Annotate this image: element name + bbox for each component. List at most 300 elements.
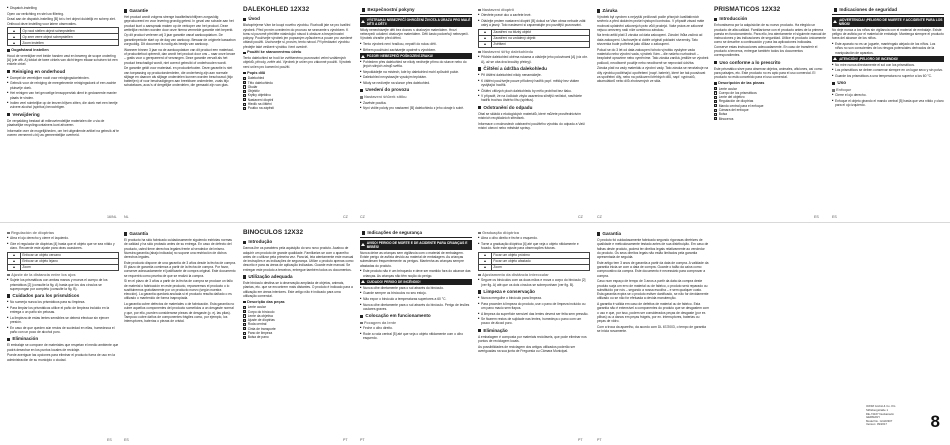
warning-triangle-icon: [833, 20, 837, 23]
bullet-item: ■ V případě, že na čočkách zbyla usazenina silnější nečistot, navlhčete hadřík trochou čistého lihu (spiritus).: [478, 94, 590, 103]
subsection-heading: [478, 273, 590, 278]
subheading-bullet-icon: [714, 82, 717, 85]
page-column: [597, 229, 709, 433]
symbol-label: Zaostření na vzdálený objekt: [492, 35, 590, 41]
subsection-heading-text: Descrição das peças: [247, 299, 285, 304]
bullet-list: [478, 13, 590, 17]
part-number: 2: [244, 310, 246, 314]
heading-bullet-icon: [124, 9, 127, 12]
part-name: Pano de limpeza: [247, 330, 273, 335]
paragraph: Puede averiguar las opciones para eliminar el producto fuera de uso en la administración de su municipio o ciudad.: [7, 353, 115, 362]
subsection-heading-text: Graduação dióptrica: [482, 230, 520, 235]
page-number-footer: PT: [343, 438, 348, 443]
paragraph: Com a troca da aparelho, da acordo com DL 67/2003, o tempo de garantia se inicia novamente.: [597, 324, 706, 334]
bullet-item: ■ Para limpiar los prismáticos utilice el paño de limpieza incluido en la entrega o un paño sin pelusas.: [7, 306, 119, 315]
symbol-table: [7, 252, 119, 271]
section-heading-text: Uso: [837, 80, 847, 86]
page-number-footer: CZ: [360, 215, 365, 220]
warning-text: POZOR! NEBEZPEČÍ POŠKOZENÍ ZRAKU!: [366, 53, 434, 58]
section-heading-text: Reiniging en onderhoud: [12, 68, 66, 74]
page-number-footer: NL: [124, 215, 129, 220]
bullet-list: [478, 302, 590, 311]
bullet-item: ■ Nunca olhe diretamente para o sol através do binóculo.: [360, 286, 472, 290]
back-city: DE-74167 Neckarsulm: [866, 411, 895, 416]
bullet-list: [360, 303, 472, 312]
symbol-table: [478, 29, 590, 48]
page-column: [243, 6, 355, 210]
heading-bullet-icon: [714, 61, 717, 64]
section-heading: [7, 293, 119, 299]
paragraph: Tento dalekohled se hodí ke zvětšenému pozorování velmi vzdálených objektů, přírody, zvěře atd. Výrobek je určen pro zákonné použití. Výrobek není určen pro komerční použití.: [243, 56, 352, 69]
page-column: [478, 229, 590, 433]
heading-bullet-icon: [360, 89, 363, 92]
subsection-heading-text: Ajustamento da distância interocular: [482, 272, 549, 277]
product-title: BINÓCULOS 12X32: [243, 229, 304, 236]
part-number: 3: [244, 85, 246, 89]
subsection-heading-text: Nastavení šířky dalekohledu: [482, 49, 534, 54]
paragraph: Este producto dispone de una garantía de 3 años desde la fecha de compra. El plazo de garantía comienza a partir de la fecha de compra. Por favor, conserve adecuadamente el justificante de compra original. Este documento se requerirá como prueba de que se realizó la compra.: [124, 260, 236, 278]
heading-bullet-icon: [124, 232, 127, 235]
bullet-item: ■ No mire nunca directamente el sol con los prismáticos.: [832, 63, 944, 67]
symbol-label: Enfocar un objeto cercano: [21, 252, 119, 258]
subsection-heading: [478, 8, 590, 13]
bullet-item: ■ K čištění používejte pouze přiložený hadřík popř. měkký bez vláken vystýlající hadřík.: [478, 79, 590, 88]
bullet-item: ■ Přidrže dalekohled oběma rukama a otáčejte jeho polovinami [A] (viz obr. A), až se oba dva kroužky překryjí.: [478, 55, 590, 64]
section-heading: [832, 6, 944, 15]
section-heading: [7, 336, 119, 342]
bullet-item: ■ Indien veel ruimtelijke op de lenzen blijven zitten, die doek met een beetje zuivere alcohol (spiritus) bevochtigen.: [7, 101, 119, 110]
part-name: Cuerpo de los prismáticos: [718, 90, 757, 95]
part-name: Lente ocular: [247, 305, 266, 310]
heading-bullet-icon: [360, 315, 363, 318]
paragraph: A garantia é válida em caso de defeitos de material ou de fabrico. Esta garantia não é extensível a componentes do produto que se desgastem com o uso e que, por isso, podem ser considerados peças de desgaste (por ex. pilhas) ou a danos em peças frágeis, por ex. interruptores, baterias ou peças de vidro.: [597, 302, 709, 324]
section-heading-text: Cuidados para los prismáticos: [12, 293, 80, 299]
paragraph: Caso num espaço de tempo de 3 anos a partir da data da compra deste produto surja um erro de material ou de fabrico, o produto será reparado ou substituído por nós – segundo a nossa escolha – e sem qualquer custo. Esta garantia expira se o produto estiver danificado, se não for devidamente utilizado ou se não for efetuada a devida manutenção.: [597, 279, 709, 301]
section-heading-text: Verwijdering: [12, 111, 40, 117]
part-name: Cinta de transporte: [247, 326, 276, 331]
section-heading-text: Indicações de segurança: [367, 230, 423, 235]
paragraph: Obal se skládá z ekologických materiálů, které můžete prostřednictvím místních recyklačních středisek.: [478, 111, 581, 120]
paragraph: Este prismático sirve para observar objetos, animales, aficiones, así como para paisajes, etc. Este producto no es apto para el uso comercial. El producto no está concebido para el uso comercial.: [714, 66, 823, 80]
warning-triangle-icon: [361, 243, 365, 246]
warning-triangle-icon: [361, 280, 365, 283]
warning-banner: [360, 53, 472, 58]
focus-symbol-icon: [13, 266, 15, 268]
part-name: Ajuste de dioptrias: [247, 318, 275, 323]
section-heading: [832, 80, 944, 86]
bullet-list: [478, 89, 590, 93]
focus-symbol-icon: [13, 42, 15, 44]
symbol-label: Zoom instellen: [21, 40, 119, 46]
subsection-heading: [7, 273, 119, 278]
part-name: Hledik na čištění: [247, 101, 272, 106]
bullet-list: [478, 19, 590, 28]
paragraph: Nikdy nenechávejte děti bez dozoru s obalovým materiálem. Hrozí nebezpečí udušení obalovým materiálem. Děti často podceňují nebezpečí. Výrobek chraňte před dětmi.: [360, 27, 469, 41]
heading-bullet-icon: [597, 9, 600, 12]
bullet-item: ■ Segure os binóculos com as duas mãos e mova o corpo do binóculo [2] (ver fig. A) até que os dois círculos se sobreponham (ver fig. B).: [478, 278, 590, 287]
heading-bullet-icon: [834, 8, 837, 11]
symbol-label: Zoom: [492, 264, 590, 270]
heading-bullet-icon: [597, 232, 600, 235]
part-name: Lente del objetivo: [718, 95, 745, 100]
warning-text: ¡ATENCIÓN! ¡PELIGRO DE INCENDIO!: [838, 56, 899, 61]
page-column: [360, 229, 472, 433]
section-heading-text: Uso conforme a lo prescrito: [719, 59, 781, 65]
bullet-list: [360, 70, 472, 74]
subheading-bullet-icon: [243, 52, 246, 55]
subsection-heading-text: Použití ke stanovenému účelu: [247, 50, 302, 55]
warning-banner: [360, 17, 472, 27]
symbol-label: Op zeer verre object scherpstellen: [21, 34, 119, 40]
page-column: [360, 6, 472, 210]
section-heading: [7, 112, 119, 118]
bullet-item: ■ Při čištění dalekohled nikdy nenamáčejte.: [478, 73, 590, 77]
bullet-list: [360, 101, 472, 105]
symbol-row: [479, 264, 590, 270]
bullet-list: [7, 101, 119, 110]
bullet-item: ■ Enfoque el objeto girando el mando central [5] hasta que vea nítido y claro para el ojo izquierdo.: [832, 99, 944, 108]
section-heading: [478, 328, 590, 334]
paragraph: Nunca deixe as crianças sem vigilância com o material de embalagem. Existe perigo de asfixia devido ao material de embalagem. As crianças subestimam frequentemente os perigos. Mantenha as crianças sempre afastadas do produto.: [360, 250, 464, 268]
bullet-item: ■ Para proceder à limpeza do produto, use o pano de limpeza incluído ou um pano macio sem fiapos.: [478, 302, 590, 311]
bullet-list: [478, 317, 590, 326]
subsection-heading: [243, 50, 355, 55]
page-number-footer: CZ: [343, 215, 348, 220]
symbol-table: [7, 27, 119, 46]
bullet-item: ■ Nunca olhe diretamente para o sol através do binóculo. Perigo de lesões oculares graves.: [360, 303, 472, 312]
section-heading-text: Uvedení do provozu: [365, 87, 410, 93]
subsection-heading: [243, 300, 355, 305]
bullet-item: ■ Během používání zacházejte opatrně s výrobkem.: [360, 48, 472, 52]
part-number: 7: [244, 102, 246, 106]
bullet-item: ■ Het reinigen van het gevoelige lensoppervlak dient in gedoseerde manier plaats te vinden.: [7, 91, 119, 100]
page-column: [832, 6, 944, 210]
section-heading-text: Introducción: [719, 16, 748, 22]
heading-bullet-icon: [362, 8, 365, 11]
part-number: 3: [244, 314, 246, 318]
bullet-item: ■ Otevřete pravé oko a zavřete levé.: [478, 13, 590, 17]
symbol-label: Zaostření na blízký objekt: [492, 29, 590, 35]
bullet-list: [832, 63, 944, 67]
subheading-bullet-icon: [243, 301, 246, 304]
subsection-heading-text: Oogafstand instellen: [11, 48, 49, 53]
focus-symbol-icon: [484, 37, 486, 39]
subsection-heading-text: Nastavení šňůrek sitiku: [364, 94, 407, 99]
section-heading: [360, 229, 472, 238]
page-number-footer: PT: [360, 438, 365, 443]
page-number-footer: ES: [832, 215, 837, 220]
subheading-bullet-icon: [7, 232, 10, 235]
focus-symbol-icon: [484, 43, 486, 45]
bullet-list: [7, 242, 119, 251]
warning-text: VÝSTRAHA! NEBEZPEČÍ OHROŽENÍ ŽIVOTA A ÚRAZU PRO MALÉ DĚTI A DĚTI!: [366, 17, 471, 26]
subheading-bullet-icon: [832, 89, 835, 92]
section-heading-text: Čištění a údržba dalekohledu: [483, 65, 547, 71]
subsection-heading: [478, 231, 590, 236]
bullet-item: ■ Zavěste poutka.: [360, 101, 472, 105]
bullet-list: [360, 42, 472, 46]
bullet-list: [7, 91, 119, 100]
subsection-heading: [832, 88, 944, 93]
paragraph: Este binóculo destina-se à observação ampliada de objetos, animais, plantas, etc. que se encontrem mais distantes. O produto é indicado para a utilização em áreas interiores. Este artigo não é indicado para uma utilização comercial.: [243, 280, 353, 298]
symbol-label: Focar um objeto próximo: [492, 252, 590, 258]
bullet-item: ■ Los prismáticos se deben conservar siempre en un lugar seco y sin polvo.: [832, 68, 944, 72]
heading-bullet-icon: [7, 113, 10, 116]
back-street: Stiftsbergstraße 1: [866, 407, 889, 412]
bullet-list: [478, 242, 590, 251]
section-heading: [124, 231, 236, 237]
section-heading: [243, 274, 355, 280]
part-name: Lente ocular: [718, 86, 737, 91]
section-heading: [597, 8, 709, 14]
subsection-heading-text: Enfoque: [836, 87, 852, 92]
subheading-bullet-icon: [7, 274, 10, 277]
part-number: 8: [244, 106, 246, 110]
parts-list: [243, 305, 355, 339]
part-name: Corpo do binóculo: [247, 309, 275, 314]
section-heading: [597, 231, 709, 237]
page-column: [124, 6, 236, 210]
symbol-label: Zvětšení: [492, 41, 590, 47]
subsection-heading-text: Nastavení dioptrií: [482, 7, 514, 12]
paragraph: Výrobek byl vyroben s nejvyšší pečlivostí podle přísných kvalitativních směrnic a před dodáním prošel výstupní kontrolou. V případě závad máte možnost uplatnění zákonných práv vůči prodejci. Vaše práva ze zákonné nejsou omezeny naší níže uvedenou zárukou.: [597, 14, 705, 32]
bullet-list: [7, 316, 119, 325]
bullet-item: ■ Abra o olho direito e feche o esquerdo.: [478, 236, 590, 240]
paragraph: Houd de verrekijker met beide handen vast en beweeg de scope onderling [A] (zie afb. A) totdat de twee cirkels van dicht tegen elkaar schuiven tot een enkele cirkel.: [7, 53, 118, 67]
bullet-item: ■ Rode a roda central [5] até que veja o objeto nitidamente com o olho esquerdo.: [360, 332, 472, 341]
paragraph: Záruka platí na vady materiálu a výrobní vady. Tato záruka se nevztahuje na díly výrobku podléhající opotřebení (např. baterie), které lze tak považovat za spotřební díly, nebo na poškození křehkých dílů, např. vypínačů, akumulátorů nebo dílů zhotovených ze skla.: [597, 66, 709, 84]
bullet-list: [832, 93, 944, 97]
parts-list: [243, 76, 355, 110]
section-heading-text: Záruka: [602, 8, 618, 13]
part-number: 7: [715, 112, 717, 116]
heading-bullet-icon: [714, 18, 717, 21]
back-version: Version: 09/2017: [866, 422, 887, 427]
section-heading: [478, 105, 590, 111]
bullet-list: [360, 60, 472, 69]
parts-item: [714, 117, 826, 121]
bullet-item: ■ Este produto não é um brinquedo e deve ser mantido fora do alcance das crianças. As crianças não têm noção do perigo.: [360, 269, 472, 278]
part-name: Bolsa: [718, 112, 727, 117]
focus-symbol-icon: [13, 36, 15, 38]
back-model: Model No.: HG03307: [866, 418, 893, 423]
bullet-list: [478, 278, 590, 287]
bullet-item: ■ Dispatch-instelling: [7, 6, 119, 10]
bullet-item: ■ Cierre el ojo derecho.: [832, 93, 944, 97]
bottom-sheet: [0, 223, 950, 445]
paragraph: Het product wordt volgens strenge kwaliteitsrichtlijnen zorgvuldig geproduceerd en voor levering grondig getest. In geval van schade aan het product kunt u aanspraak maken op de verkoper van het product. Deze wettelijke rechten worden door onze hierna vermelde garantie niet beperkt.: [124, 14, 234, 32]
warning-text: AVISO! PERIGO DE MORTE E DE ACIDENTE PARA CRIANÇAS E BEBÉS!: [366, 240, 468, 249]
subsection-heading: [478, 50, 590, 55]
part-number: 8: [715, 117, 717, 121]
page-column: [7, 6, 119, 210]
paragraph: As possibilidades de reciclagem dos artigos utilizados poderão ser averiguadas na sua junta de Freguesia ou Câmara Municipal.: [478, 344, 576, 353]
section-heading: [243, 16, 355, 22]
bullet-list: [7, 6, 119, 10]
symbol-label: Op rood stellen object scherpstellen: [21, 28, 119, 34]
page-column: [597, 6, 709, 210]
paragraph: Op dit product verlenen wij 3 jaar garantie vanaf aankoopdatum. De garantieperiode start op de dag van aankoop. Bewaar de originele kassabon zorgvuldig. Dit document is nodig als bewijs van aankoop.: [124, 33, 236, 47]
part-number: 1: [244, 76, 246, 80]
bullet-list: [478, 312, 590, 316]
focus-symbol-icon: [484, 31, 486, 33]
heading-bullet-icon: [478, 329, 481, 332]
bullet-list: [7, 81, 119, 90]
part-name: Okulár: [247, 84, 258, 89]
bullet-item: ■ Gebruik voor de reiniging de meegeleverde reinigingsdoek of een zachte pluisvrije doek.: [7, 81, 119, 90]
warning-triangle-icon: [833, 57, 837, 60]
subsection-heading: [7, 231, 119, 236]
section-heading: [714, 16, 826, 22]
bullet-item: ■ Čištění citlivých ploch dalekohledu by mělo probíhat bez tlaku.: [478, 89, 590, 93]
subsection-heading-text: Popis dílů: [247, 70, 266, 75]
part-name: Tělo dalekohledu: [247, 80, 273, 85]
bullet-item: ■ No sumerja nunca los prismáticos para su limpieza.: [7, 300, 119, 304]
bullet-list: [360, 75, 472, 79]
section-heading-text: Eliminación: [12, 336, 39, 342]
symbol-row: [8, 40, 119, 46]
parts-item: [243, 106, 355, 110]
part-name: Dalekohled: [247, 76, 265, 81]
section-heading-text: Limpeza e conservação: [483, 288, 535, 294]
bullet-list: [478, 236, 590, 240]
product-title: DALEKOHLED 12X32: [243, 6, 310, 13]
bullet-item: ■ Gire el regulador de dioptrías [4] hasta que el objeto que ve sea nítido y claro. Recuerde este ajuste para otras ocasiones.: [7, 242, 119, 251]
section-heading: [478, 66, 590, 72]
paragraph: Pokud se do 3 let od data zakoupení tohoto výrobku vyskytne vada materiálu nebo výrobní vada, výrobek Vám – dle našeho rozhodnutí – bezplatně opravíme nebo vyměníme. Tato záruka zaniká, jestliže se výrobek poškodí, neodborně použije nebo neodborně se neprovádí údržba.: [597, 47, 709, 65]
warning-banner: [360, 279, 472, 284]
page-number-footer: ES: [124, 438, 129, 443]
symbol-row: [479, 41, 590, 47]
subheading-bullet-icon: [478, 232, 481, 235]
part-number: 2: [715, 91, 717, 95]
bullet-item: ■ Torne a graduação dióptrica [4] até que veja o objeto nitidamente e focado. Note este ajuste para observações futuras.: [478, 242, 590, 251]
subheading-bullet-icon: [478, 51, 481, 54]
symbol-label: Focar um objeto afastado: [492, 258, 590, 264]
warning-triangle-icon: [361, 20, 365, 23]
symbol-table: [478, 252, 590, 271]
paragraph: Si en el plazo de 3 años a partir de la fecha de compra se produce un fallo de material o fabricación en este producto, repararemos el producto o lo sustituiremos gratuitamente por un producto nuevo (según nuestra elección). La garantía quedará anulada si el producto resulta dañado o es utilizado o mantenido de forma inapropiada.: [124, 279, 233, 301]
bullet-item: ■ Este aparato no es un juguete, manténgalo alejado de los niños. Los niños no son conscientes de los riesgos potenciales derivados de la manipulación de aparatos.: [832, 42, 944, 55]
focus-symbol-icon: [484, 260, 486, 262]
paragraph: Na tento artikl platí 3 záruka od data zakoupení. Záruční lhůta začíná od data zakoupení. Uschovejte si dobře originál pokladní stvrzenky. Tato stvrzenka bude potřebná jako důkaz o zakoupení.: [597, 33, 703, 47]
page-column: [7, 229, 119, 433]
warning-banner: [832, 56, 944, 61]
paragraph: Enhorabuena por la adquisición de su nuevo producto. Ha elegido un producto de alta calidad. Familiarícese con el producto antes de la primera puesta en funcionamiento. Para ello, lea atentamente el siguiente manual de instrucciones y las indicaciones de seguridad. Utilice el producto únicamente como se describe a continuación y para las aplicaciones indicadas. Conserve estas instrucciones adecuadamente. En caso de transferir el producto a terceros, entregue también todos los documentos correspondientes.: [714, 23, 826, 58]
paragraph: Este artigo tem 3 anos de garantia a partir da data de compra. A validade da garantia inicia-se com a data de compra. Guarde o talão da caixa como comprovativo da compra. Este documento é necessário para comprovar a compra.: [597, 260, 709, 278]
page-number-footer: CZ: [578, 215, 583, 220]
bullet-item: ■ Guarde los prismáticos a una temperatura no superior a los 60 °C.: [832, 74, 944, 78]
part-number: 8: [244, 335, 246, 339]
focus-symbol-icon: [484, 254, 486, 256]
part-number: 5: [244, 93, 246, 97]
symbol-cell: [8, 40, 21, 46]
page-column: [243, 229, 355, 433]
part-number: 6: [715, 108, 717, 112]
back-cover-info: [866, 404, 946, 431]
page-number-footer: ES: [107, 438, 112, 443]
bullet-list: [478, 55, 590, 64]
paragraph: Wanneer binnen 3 jaar na de aankoopdatum van dit product een materiaal- of productiefout optreedt, dan wordt het product door ons – naar onze keuze – gratis voor u gerepareerd of vervangen. Deze garantie vervalt als het product beschadigd wordt, niet correct gebruikt of onderhouden wordt.: [124, 47, 236, 65]
part-number: 1: [244, 305, 246, 309]
section-heading-text: Eliminação: [483, 327, 508, 333]
page-column: [124, 229, 236, 433]
section-heading-text: Odstranění do odpadu: [483, 104, 533, 110]
subheading-bullet-icon: [7, 49, 10, 52]
top-sheet: [0, 0, 950, 222]
section-heading: [124, 8, 236, 14]
paragraph: El embalaje se compone de materiales que respetan el medio ambiente que podrá desechar en los puntos locales de reciclaje.: [7, 343, 119, 352]
section-heading-text: Úvod: [248, 16, 260, 22]
section-heading: [7, 69, 119, 75]
bullet-item: ■ Feche o olho direito.: [360, 326, 472, 330]
part-number: 2: [244, 81, 246, 85]
warning-triangle-icon: [361, 55, 365, 58]
bullet-item: ■ Abra el ojo derecho y cierre el izquierdo.: [7, 236, 119, 240]
heading-bullet-icon: [362, 231, 365, 234]
bullet-list: [832, 68, 944, 72]
part-number: 1: [715, 87, 717, 91]
bullet-list: [478, 73, 590, 77]
heading-bullet-icon: [478, 67, 481, 70]
section-heading-text: Introdução: [248, 239, 273, 245]
bullet-list: [478, 296, 590, 300]
heading-bullet-icon: [243, 18, 246, 21]
paragraph: De garantie geldt voor materiaal- en productiefouten. Deze garantie is niet van toepassing op productonderdelen, die onderhevig zijn aan normale slijtage en daarom als slijtage onderdelen kunnen worden beschouwd (bijv. batterijen) of voor beschadigingen aan breekbare onderdelen, zoals bijv. schakelaars, accu's of dergelijke onderdelen, die gemaakt zijn van glas.: [124, 66, 234, 88]
page-number-footer: PT: [578, 438, 583, 443]
section-heading: [360, 6, 472, 15]
parts-item: [243, 335, 355, 339]
part-name: Regulación de dioptrías: [718, 99, 754, 104]
bullet-list: [360, 48, 472, 52]
bullet-item: ■ Tento výrobek není hračkou, nepatří do rukou dětí.: [360, 42, 472, 46]
subsection-heading: [243, 71, 355, 76]
heading-bullet-icon: [243, 241, 246, 244]
heading-bullet-icon: [7, 70, 10, 73]
subsection-heading-text: Descripción de las piezas: [718, 80, 765, 85]
paragraph: Open uw verlichting en stel uw fillering.: [7, 11, 64, 16]
paragraph: Informace o možnostech odstranění použitého výrobku do odpadu a Vaši místní obecní nebo městské správy.: [478, 121, 585, 130]
bullet-list: [360, 297, 472, 301]
bullet-item: ■ Dompel de verrekijker nooit voor reinigingsdoeleinden.: [7, 76, 119, 80]
paragraph: A embalagem é composta por materiais recicláveis, que pode eliminar nos pontos de reciclagem locais.: [478, 334, 587, 343]
bullet-item: ■ Não expor o binóculo a temperaturas superiores a 60 °C.: [360, 297, 472, 301]
subheading-bullet-icon: [360, 96, 363, 99]
bullet-list: [7, 236, 119, 240]
subheading-bullet-icon: [478, 9, 481, 12]
part-name: Krytky objektivu: [247, 93, 271, 98]
part-name: Bolsa de pano: [247, 335, 269, 340]
part-number: 4: [244, 318, 246, 322]
warning-banner: [832, 17, 944, 27]
section-heading-text: Garantia: [602, 231, 622, 236]
subsection-heading: [714, 81, 826, 86]
heading-bullet-icon: [478, 106, 481, 109]
heading-bullet-icon: [243, 275, 246, 278]
bullet-item: ■ Se ficarem restos de sujidade nas lentes, humedeça o pano com um pouco de álcool puro.: [478, 317, 590, 326]
bullet-item: ■ La limpieza de estas lentes sensibles se deberá efectuar sin ejercer presión.: [7, 316, 119, 325]
focus-symbol-icon: [13, 260, 15, 262]
part-name: Binoceros: [718, 116, 734, 121]
symbol-cell: [479, 264, 492, 270]
paragraph: Damos-lhe os parabéns pela aquisição do seu novo produto. Acabou de adquirir um produto de grande qualidade. Familiarize-se com o aparelho antes de o utilizar pela primeira vez. Para tal, leia atentamente este manual de instruções e as indicações de segurança. Utilize o produto apenas como descrito e para as áreas de aplicação indicadas. Guarde este manual. Se entregar este produto a terceiros, entregue também todos os documentos.: [243, 246, 354, 272]
bullet-list: [7, 76, 119, 80]
subsection-heading: [360, 95, 472, 100]
parts-list: [714, 87, 826, 121]
bullet-list: [478, 79, 590, 88]
symbol-row: [8, 264, 119, 270]
bullet-list: [832, 42, 944, 55]
